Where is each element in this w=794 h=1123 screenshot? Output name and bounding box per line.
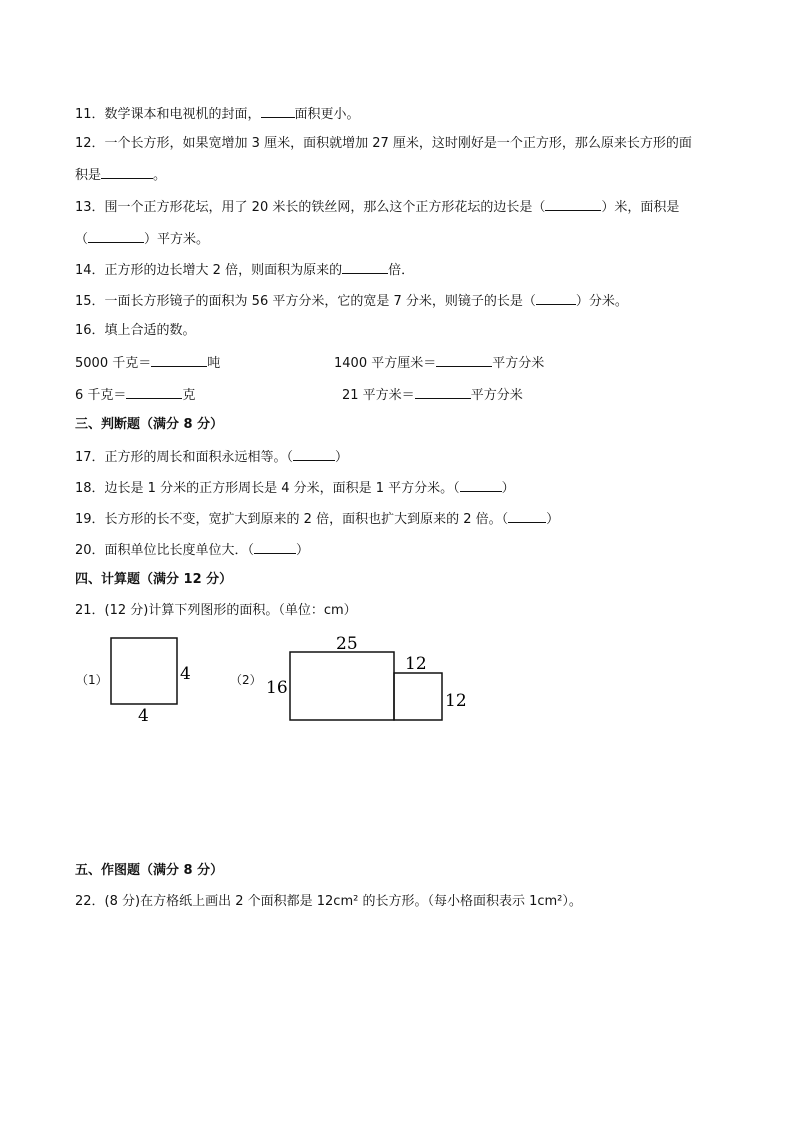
answer-blank[interactable] [536, 290, 576, 305]
question-text: 。 [153, 168, 167, 183]
question-text: 积是 [75, 168, 102, 183]
question-text: 21 平方米＝ [342, 388, 415, 403]
square-shape [111, 638, 177, 704]
question-text: 11．数学课本和电视机的封面， [75, 107, 261, 122]
conversion-item [75, 352, 305, 374]
conversion-item [342, 384, 734, 406]
composite-rectangle-figure [260, 630, 480, 730]
answer-blank[interactable] [508, 508, 546, 523]
question-text: 5000 千克＝ [75, 356, 152, 371]
question-19 [75, 508, 734, 530]
question-22 [75, 892, 734, 912]
question-text: 面积更小。 [294, 107, 360, 122]
conversion-item [75, 384, 305, 406]
question-text: 16．填上合适的数。 [75, 323, 196, 338]
question-text: 13．围一个正方形花坛，用了 20 米长的铁丝网，那么这个正方形花坛的边长是（ [75, 200, 546, 215]
small-square-shape [394, 673, 442, 720]
question-text: 21．(12 分)计算下列图形的面积。（单位：cm） [75, 603, 357, 618]
question-12 [75, 134, 734, 154]
question-text: 克 [182, 388, 196, 403]
answer-blank[interactable] [88, 228, 144, 243]
dimension-label: 4 [180, 664, 191, 684]
question-text: 平方分米 [470, 388, 523, 403]
question-13-continued [75, 228, 734, 250]
question-14 [75, 259, 734, 281]
answer-blank[interactable] [415, 384, 471, 399]
question-text: ） [296, 543, 310, 558]
question-15 [75, 290, 734, 312]
question-text: 17．正方形的周长和面积永远相等。（ [75, 450, 294, 465]
dimension-label: 25 [336, 634, 358, 654]
answer-blank[interactable] [254, 539, 296, 554]
square-figure [100, 632, 210, 732]
question-text: 18．边长是 1 分米的正方形周长是 4 分米，面积是 1 平方分米。（ [75, 481, 460, 496]
question-21 [75, 601, 734, 621]
conversion-item [334, 352, 734, 374]
question-text: 14．正方形的边长增大 2 倍，则面积为原来的 [75, 263, 343, 278]
question-text: ） [501, 481, 515, 496]
dimension-label: 16 [266, 678, 288, 698]
question-18 [75, 477, 734, 499]
section-heading: 五、作图题（满分 8 分） [75, 863, 224, 878]
figure-label: （1） [76, 673, 108, 687]
question-text: ）米，面积是 [601, 200, 680, 215]
question-text: 19．长方形的长不变，宽扩大到原来的 2 倍，面积也扩大到原来的 2 倍。（ [75, 512, 509, 527]
answer-blank[interactable] [293, 446, 335, 461]
answer-blank[interactable] [126, 384, 182, 399]
figure-label: （2） [230, 673, 262, 687]
question-text: 吨 [207, 356, 221, 371]
dimension-label: 4 [138, 706, 149, 726]
answer-blank[interactable] [261, 103, 295, 118]
answer-blank[interactable] [101, 164, 153, 179]
question-text: ）分米。 [575, 294, 628, 309]
answer-blank[interactable] [151, 352, 207, 367]
question-13 [75, 196, 734, 218]
question-text: 平方分米 [492, 356, 545, 371]
question-text: 倍． [388, 263, 415, 278]
dimension-label: 12 [405, 654, 427, 674]
section-heading: 四、计算题（满分 12 分） [75, 572, 233, 587]
answer-blank[interactable] [460, 477, 502, 492]
question-text: 1400 平方厘米＝ [334, 356, 437, 371]
question-text: 6 千克＝ [75, 388, 127, 403]
question-12-continued [75, 164, 734, 186]
question-17 [75, 446, 734, 468]
question-text: （ [75, 232, 89, 247]
question-16 [75, 321, 734, 341]
question-text: ） [546, 512, 560, 527]
question-11 [75, 103, 734, 125]
answer-blank[interactable] [342, 259, 388, 274]
question-text: 20．面积单位比长度单位大．（ [75, 543, 255, 558]
question-text: ） [335, 450, 349, 465]
question-text: 12．一个长方形，如果宽增加 3 厘米，面积就增加 27 厘米，这时刚好是一个正方形，那么原来长方形的面 [75, 136, 692, 151]
section-heading: 三、判断题（满分 8 分） [75, 417, 224, 432]
question-text: 22．(8 分)在方格纸上画出 2 个面积都是 12cm² 的长方形。（每小格面积表示 1cm²）。 [75, 894, 582, 909]
dimension-label: 12 [445, 691, 467, 711]
question-20 [75, 539, 734, 561]
answer-blank[interactable] [545, 196, 601, 211]
large-rectangle-shape [290, 652, 394, 720]
question-text: ）平方米。 [144, 232, 210, 247]
question-text: 15．一面长方形镜子的面积为 56 平方分米，它的宽是 7 分米，则镜子的长是（ [75, 294, 536, 309]
answer-blank[interactable] [436, 352, 492, 367]
